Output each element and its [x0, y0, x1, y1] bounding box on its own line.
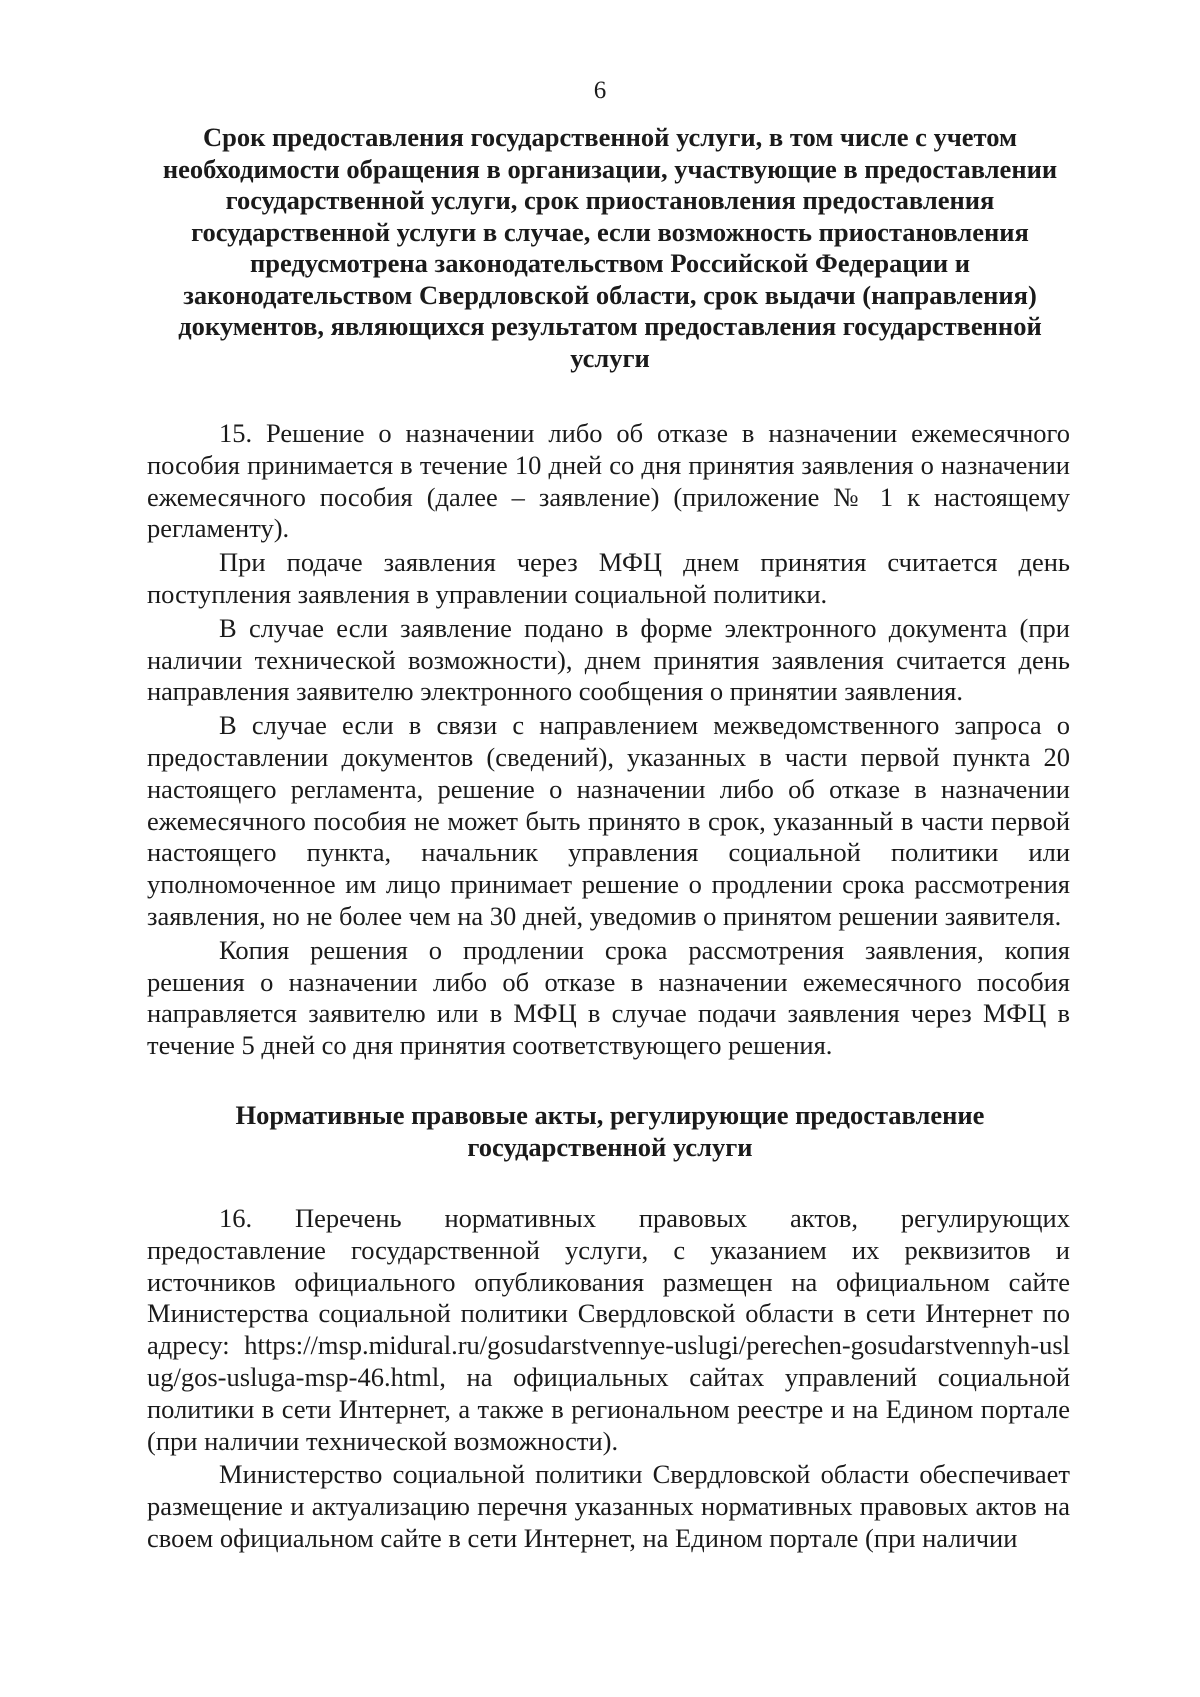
paragraph-ministry-updates: Министерство социальной политики Свердловской области обеспечивает размещение и актуализацию перечня указанных нормативных правовых актов на своем официальном сайте в сети Интернет, на Едином портале (при наличии	[147, 1459, 1070, 1553]
section-body-service-term	[147, 418, 1070, 1062]
section-heading-legal-acts: Нормативные правовые акты, регулирующие предоставление государственной услуги	[235, 1100, 985, 1162]
section-body-legal-acts	[147, 1203, 1070, 1555]
page-number: 6	[593, 77, 607, 104]
ministry-url-link[interactable]: https://msp.midural.ru/gosudarstvennye-uslugi/perechen-gosudarstvennyh-uslug/gos-usluga-msp-46.html,	[147, 1330, 1070, 1392]
paragraph-mfc-submission: При подаче заявления через МФЦ днем принятия считается день поступления заявления в управлении социальной политики.	[147, 547, 1070, 609]
paragraph-16-text-continued: на официальных сайтах управлений социальной политики в сети Интернет, а также в региональном реестре и на Едином портале (при наличии технической возможности).	[147, 1361, 1070, 1456]
paragraph-decision-copy: Копия решения о продлении срока рассмотрения заявления, копия решения о назначении либо об отказе в назначении ежемесячного пособия направляется заявителю или в МФЦ в случае подачи заявления через МФЦ в течение 5 дней со дня принятия соответствующего решения.	[147, 934, 1070, 1061]
section-heading-service-term: Срок предоставления государственной услуги, в том числе с учетом необходимости обращения в организации, участвующие в предоставлении государственной услуги, срок приостановления предоставления государственной услуги в случае, если возможность приостановления предусмотрена законодательством Российской Федерации и законодательством Свердловской области, срок выдачи (направления) документов, являющихся результатом предоставления государственной услуги	[162, 122, 1058, 373]
paragraph-15: 15. Решение о назначении либо об отказе в назначении ежемесячного пособия принимается в течение 10 дней со дня принятия заявления о назначении ежемесячного пособия (далее – заявление) (приложение № 1 к настоящему регламенту).	[147, 418, 1070, 544]
paragraph-16	[147, 1203, 1070, 1457]
paragraph-term-extension: В случае если в связи с направлением межведомственного запроса о предоставлении документов (сведений), указанных в части первой пункта 20 настоящего регламента, решение о назначении либо об отказе в назначении ежемесячного пособия не может быть принято в срок, указанный в части первой настоящего пункта, начальник управления социальной политики или уполномоченное им лицо принимает решение о продлении срока рассмотрения заявления, но не более чем на 30 дней, уведомив о принятом решении заявителя.	[147, 710, 1070, 931]
paragraph-16-text: 16. Перечень нормативных правовых актов, регулирующих предоставление государственной услуги, с указанием их реквизитов и источников официального опубликования размещен на официальном сайте Министерства социальной политики Свердловской области в сети Интернет по адресу:	[147, 1203, 1070, 1361]
paragraph-electronic-submission: В случае если заявление подано в форме электронного документа (при наличии технической возможности), днем принятия заявления считается день направления заявителю электронного сообщения о принятии заявления.	[147, 612, 1070, 707]
